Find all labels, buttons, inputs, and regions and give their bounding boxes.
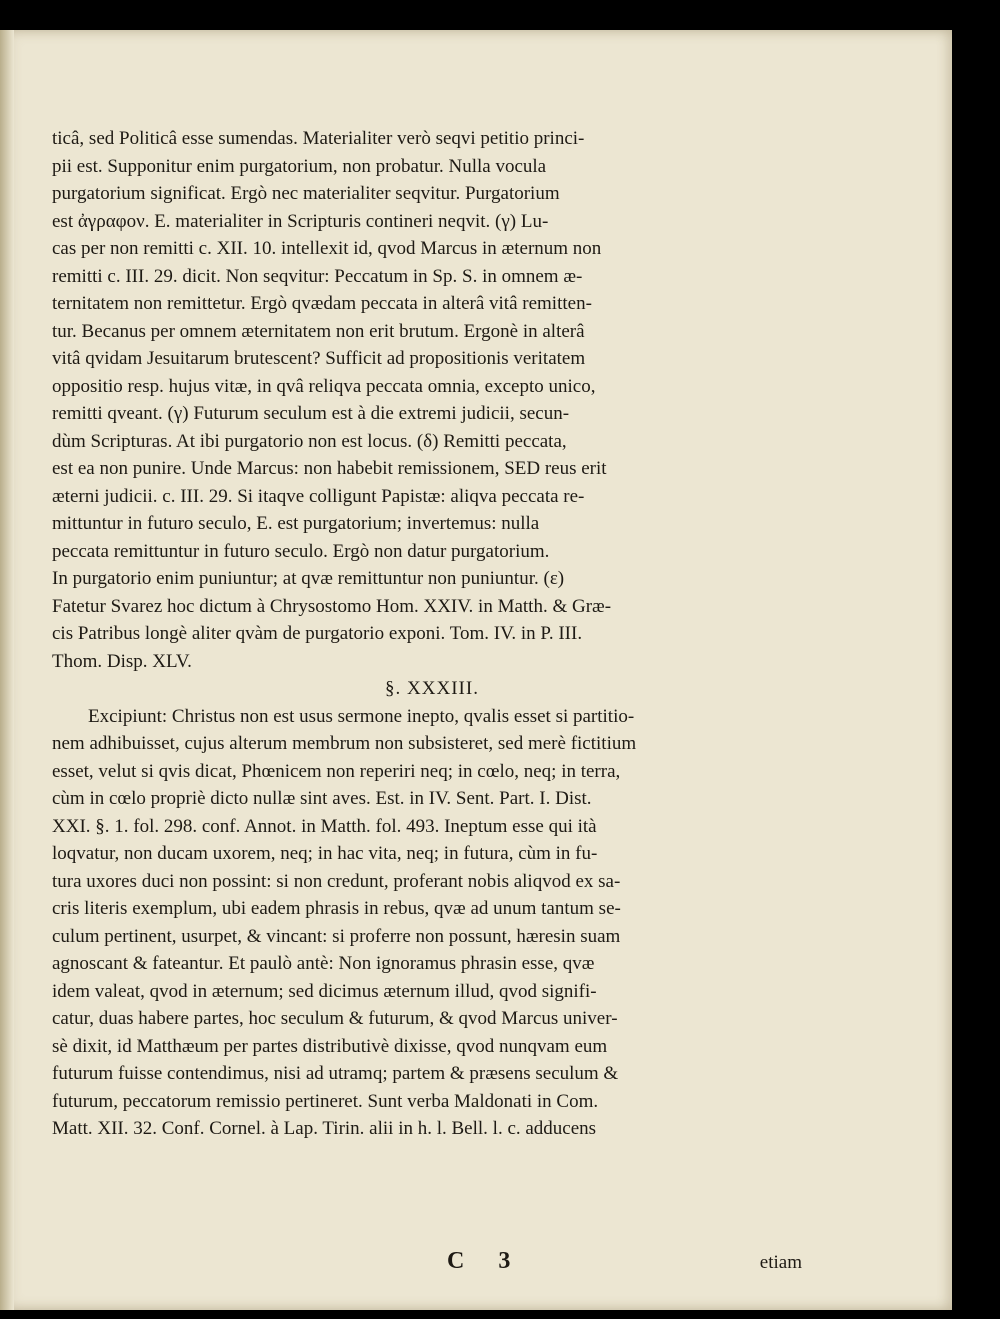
text-line: cris literis exemplum, ubi eadem phrasis in rebus, qvæ ad unum tantum se- xyxy=(52,898,621,919)
book-page xyxy=(0,30,952,1310)
text-line: æterni judicii. c. III. 29. Si itaqve colligunt Papistæ: aliqva peccata re- xyxy=(52,485,585,507)
text-line: cis Patribus longè aliter qvàm de purgatorio exponi. Tom. IV. in P. III. xyxy=(52,623,583,644)
text-line: remitti c. III. 29. dicit. Non seqvitur: Peccatum in Sp. S. in omnem æ- xyxy=(52,265,583,287)
text-line: tur. Becanus per omnem æternitatem non erit brutum. Ergonè in alterâ xyxy=(52,320,585,342)
text-line: cas per non remitti c. XII. 10. intellexit id, qvod Marcus in æternum non xyxy=(52,238,602,259)
page-body xyxy=(52,125,812,1143)
text-line: agnoscant & fateantur. Et paulò antè: Non ignoramus phrasin esse, qvæ xyxy=(52,953,595,974)
text-line: ternitatem non remittetur. Ergò qvædam peccata in alterâ vitâ remitten- xyxy=(52,293,592,314)
text-line: futurum, peccatorum remissio pertineret. Sunt verba Maldonati in Com. xyxy=(52,1090,599,1112)
text-line: cùm in cœlo propriè dicto nullæ sint aves. Est. in IV. Sent. Part. I. Dist. xyxy=(52,788,592,809)
text-line: peccata remittuntur in futuro seculo. Ergò non datur purgatorium. xyxy=(52,540,550,562)
text-line: vitâ qvidam Jesuitarum brutescent? Sufficit ad propositionis veritatem xyxy=(52,348,586,369)
text-line: idem valeat, qvod in æternum; sed dicimus æternum illud, qvod signifi- xyxy=(52,980,597,1002)
text-line: culum pertinent, usurpet, & vincant: si proferre non possunt, hæresin suam xyxy=(52,925,621,947)
page-footer xyxy=(52,1248,812,1278)
text-line: futurum fuisse contendimus, nisi ad utramq; partem & præsens seculum & xyxy=(52,1063,619,1084)
text-line: ticâ, sed Politicâ esse sumendas. Materialiter verò seqvi petitio princi- xyxy=(52,128,585,149)
text-line: est ἀγραφον. E. materialiter in Scripturis contineri neqvit. (γ) Lu- xyxy=(52,210,549,232)
text-line: dùm Scripturas. At ibi purgatorio non est locus. (δ) Remitti peccata, xyxy=(52,430,567,452)
text-line: est ea non punire. Unde Marcus: non habebit remissionem, SED reus erit xyxy=(52,458,607,479)
text-line: purgatorium significat. Ergò nec materialiter seqvitur. Purgatorium xyxy=(52,183,560,204)
text-line: sè dixit, id Matthæum per partes distributivè dixisse, qvod nunqvam eum xyxy=(52,1035,608,1057)
page-gutter-shadow xyxy=(0,30,14,1310)
text-line: Thom. Disp. XLV. xyxy=(52,650,192,672)
text-line: In purgatorio enim puniuntur; at qvæ remittuntur non puniuntur. (ε) xyxy=(52,568,565,589)
text-line: catur, duas habere partes, hoc seculum & futurum, & qvod Marcus univer- xyxy=(52,1008,618,1029)
text-line: pii est. Supponitur enim purgatorium, non probatur. Nulla vocula xyxy=(52,155,547,177)
text-line: nem adhibuisset, cujus alterum membrum non subsisteret, sed merè fictitium xyxy=(52,733,637,754)
text-line: XXI. §. 1. fol. 298. conf. Annot. in Matth. fol. 493. Ineptum esse qui ità xyxy=(52,815,597,837)
text-line: Fatetur Svarez hoc dictum à Chrysostomo Hom. XXIV. in Matth. & Græ- xyxy=(52,595,612,617)
text-line: tura uxores duci non possint: si non credunt, proferant nobis aliqvod ex sa- xyxy=(52,870,621,892)
text-line: loqvatur, non ducam uxorem, neq; in hac vita, neq; in futura, cùm in fu- xyxy=(52,843,598,864)
text-line: esset, velut si qvis dicat, Phœnicem non reperiri neq; in cœlo, neq; in terra, xyxy=(52,760,621,782)
signature-mark: C 3 xyxy=(447,1248,525,1274)
text-line: remitti qveant. (γ) Futurum seculum est à die extremi judicii, secun- xyxy=(52,403,570,424)
section-heading: §. XXXIII. xyxy=(385,678,479,699)
catchword: etiam xyxy=(759,1252,802,1273)
text-line: mittuntur in futuro seculo, E. est purgatorium; invertemus: nulla xyxy=(52,513,540,534)
text-line: oppositio resp. hujus vitæ, in qvâ reliqva peccata omnia, excepto unico, xyxy=(52,375,596,397)
text-line: Excipiunt: Christus non est usus sermone inepto, qvalis esset si partitio- xyxy=(88,705,635,727)
text-line: Matt. XII. 32. Conf. Cornel. à Lap. Tirin. alii in h. l. Bell. l. c. adducens xyxy=(52,1118,597,1139)
